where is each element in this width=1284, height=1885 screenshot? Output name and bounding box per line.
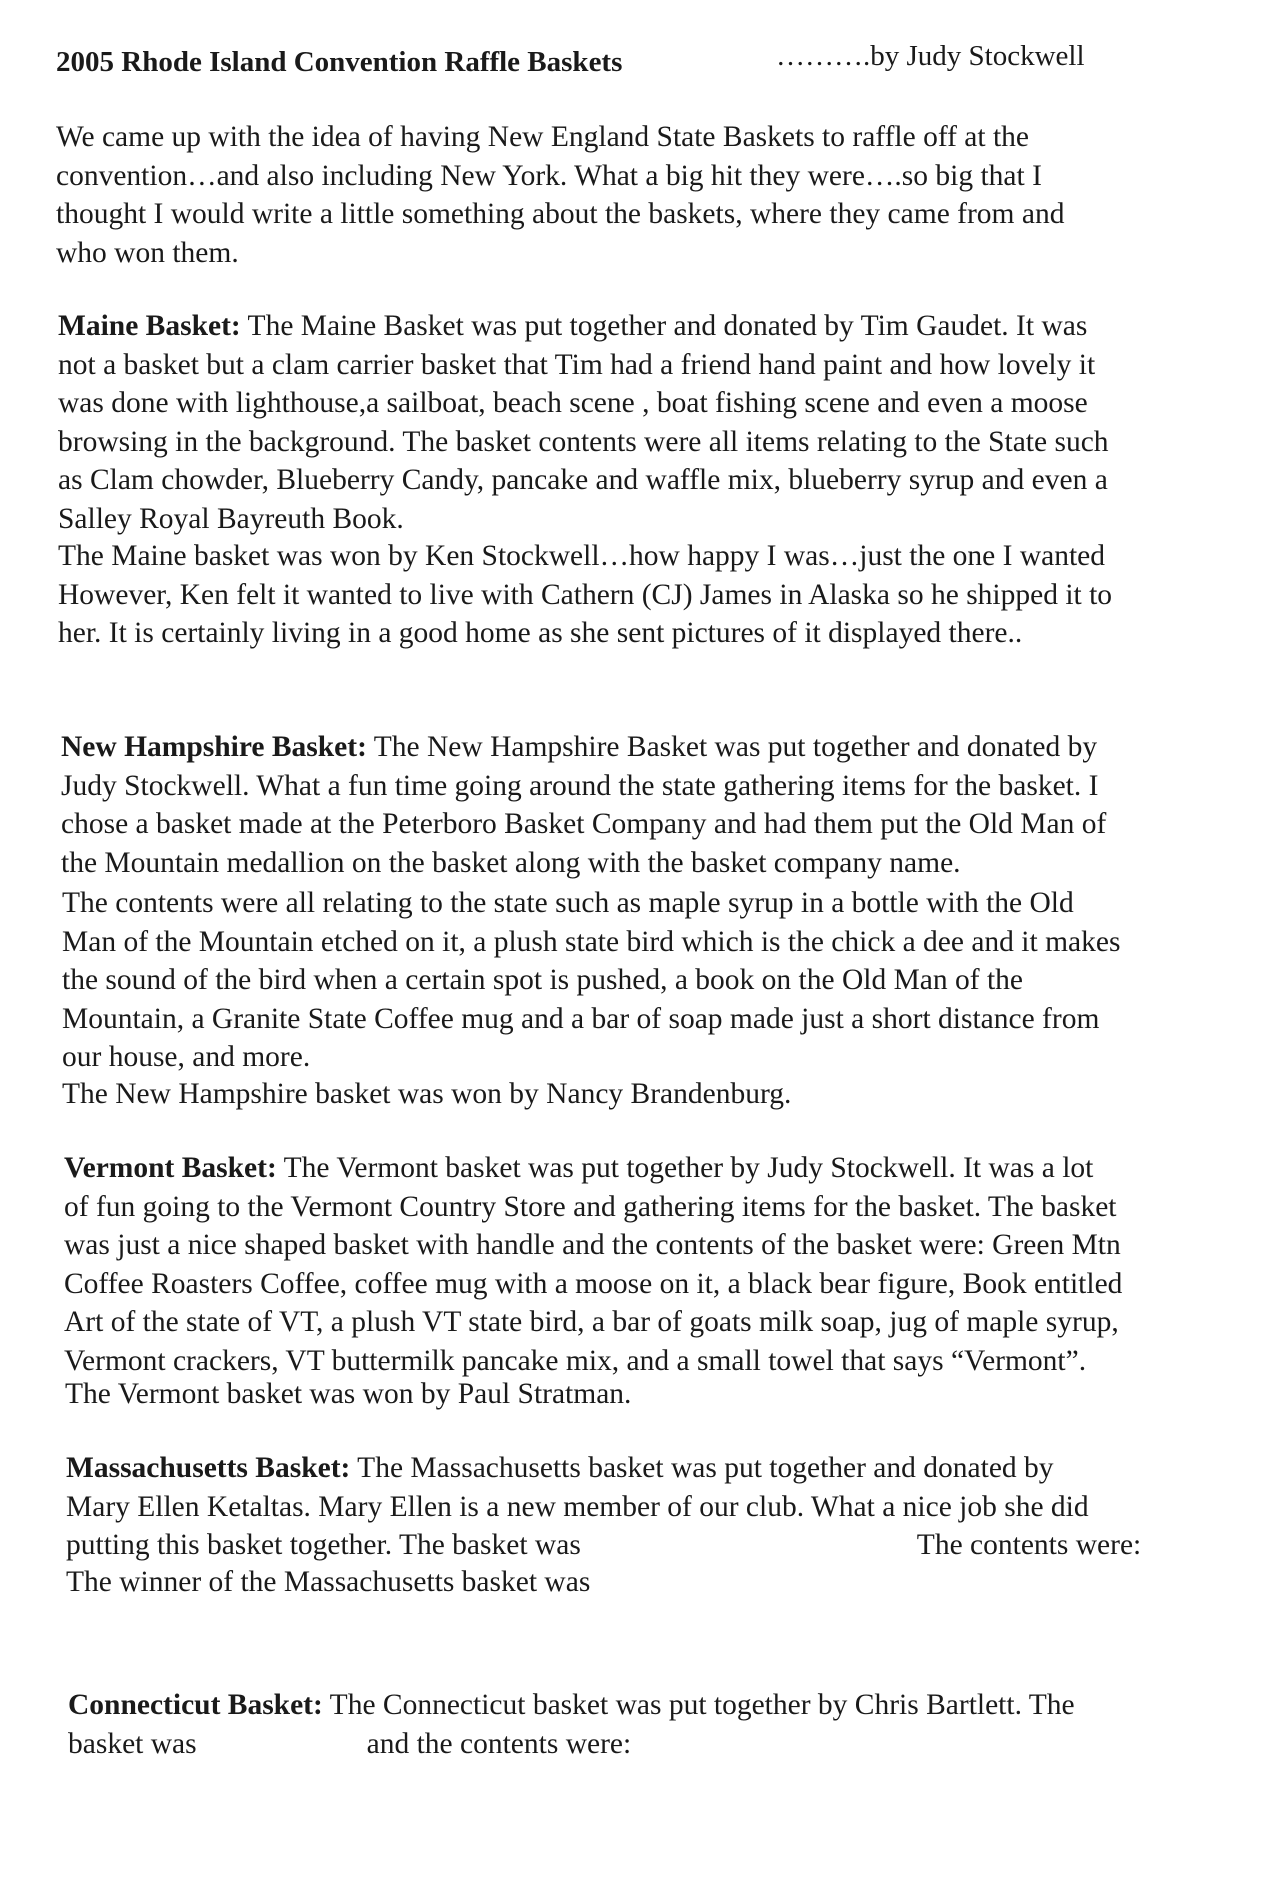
vermont-basket-section [64, 1149, 1254, 1381]
intro-line: who won them. [56, 236, 239, 269]
ma-basket-was-text: putting this basket together. The basket was [66, 1529, 581, 1562]
nh-line: chose a basket made at the Peterboro Basket Company and had them put the Old Man of [61, 808, 1107, 841]
document-title: 2005 Rhode Island Convention Raffle Baskets [56, 46, 623, 78]
nh-contents-line: Man of the Mountain etched on it, a plush state bird which is the chick a dee and it makes [62, 925, 1121, 958]
author-byline: ……….by Judy Stockwell [776, 40, 1085, 72]
nh-contents-line: the sound of the bird when a certain spot is pushed, a book on the Old Man of the [62, 964, 1024, 997]
massachusetts-basket-section [66, 1449, 1256, 1565]
document-header [56, 40, 1236, 90]
nh-contents-line: our house, and more. [62, 1041, 311, 1074]
intro-line: convention…and also including New York. What a big hit they were….so big that I [56, 159, 1042, 192]
nh-line: Judy Stockwell. What a fun time going around the state gathering items for the basket. I [61, 769, 1099, 802]
maine-basket-section [58, 307, 1248, 539]
ma-line [66, 1526, 1256, 1565]
intro-line: thought I would write a little something about the baskets, where they came from and [56, 198, 1065, 231]
ct-contents-text: and the contents were: [366, 1727, 632, 1760]
vt-line: of fun going to the Vermont Country Store and gathering items for the basket. The basket [64, 1190, 1117, 1223]
nh-contents-line: The contents were all relating to the state such as maple syrup in a bottle with the Old [62, 887, 1074, 919]
nh-contents-paragraph [62, 884, 1252, 1077]
vt-first-line [64, 1149, 1254, 1188]
vt-line: Vermont crackers, VT buttermilk pancake mix, and a small towel that says “Vermont”. [64, 1344, 1087, 1377]
ma-line: Mary Ellen Ketaltas. Mary Ellen is a new member of our club. What a nice job she did [66, 1490, 1089, 1523]
maine-winner-line: The Maine basket was won by Ken Stockwell…how happy I was…just the one I wanted [58, 540, 1106, 572]
maine-intro-text: The Maine Basket was put together and donated by Tim Gaudet. It was [240, 310, 1088, 342]
new-hampshire-basket-heading: New Hampshire Basket: [61, 731, 367, 763]
maine-line: Salley Royal Bayreuth Book. [58, 502, 404, 535]
ct-line [68, 1725, 1258, 1764]
ma-winner-paragraph [66, 1563, 1256, 1602]
maine-basket-heading: Maine Basket: [58, 310, 241, 342]
intro-paragraph [56, 118, 1236, 272]
vt-line: Coffee Roasters Coffee, coffee mug with a moose on it, a black bear figure, Book entitled [64, 1267, 1123, 1300]
intro-line: We came up with the idea of having New England State Baskets to raffle off at the [56, 121, 1030, 153]
vt-winner-paragraph [65, 1375, 1255, 1414]
new-hampshire-basket-section [61, 728, 1251, 882]
maine-winner-line: However, Ken felt it wanted to live with Cathern (CJ) James in Alaska so he shipped it to [58, 578, 1113, 611]
maine-winner-paragraph [58, 537, 1248, 653]
vermont-basket-heading: Vermont Basket: [64, 1152, 277, 1184]
ma-intro-text: The Massachusetts basket was put together and donated by [350, 1452, 1054, 1484]
nh-contents-line: Mountain, a Granite State Coffee mug and a bar of soap made just a short distance from [62, 1002, 1100, 1035]
vt-line: was just a nice shaped basket with handle and the contents of the basket were: Green Mtn [64, 1229, 1121, 1262]
ma-contents-text: The contents were: [916, 1529, 1142, 1562]
vt-intro-text: The Vermont basket was put together by Judy Stockwell. It was a lot [276, 1152, 1094, 1184]
ct-basket-was-text: basket was [68, 1727, 197, 1760]
maine-line: as Clam chowder, Blueberry Candy, pancake and waffle mix, blueberry syrup and even a [58, 464, 1108, 497]
ct-first-line [68, 1686, 1258, 1725]
connecticut-basket-section [68, 1686, 1258, 1763]
nh-intro-text: The New Hampshire Basket was put together and donated by [366, 731, 1098, 763]
maine-line: was done with lighthouse,a sailboat, beach scene , boat fishing scene and even a moose [58, 387, 1088, 420]
nh-first-line [61, 728, 1251, 767]
maine-winner-line: her. It is certainly living in a good home as she sent pictures of it displayed there.. [58, 617, 1023, 650]
maine-first-line [58, 307, 1248, 346]
ma-winner-line: The winner of the Massachusetts basket was [66, 1566, 591, 1598]
massachusetts-basket-heading: Massachusetts Basket: [66, 1452, 351, 1484]
nh-winner-paragraph [62, 1075, 1252, 1114]
ct-intro-text: The Connecticut basket was put together by Chris Bartlett. The [322, 1689, 1075, 1721]
nh-line: the Mountain medallion on the basket along with the basket company name. [61, 846, 961, 879]
maine-line: not a basket but a clam carrier basket that Tim had a friend hand paint and how lovely it [58, 348, 1096, 381]
vt-winner-line: The Vermont basket was won by Paul Stratman. [65, 1378, 632, 1410]
maine-line: browsing in the background. The basket contents were all items relating to the State such [58, 425, 1109, 458]
connecticut-basket-heading: Connecticut Basket: [68, 1689, 323, 1721]
vt-line: Art of the state of VT, a plush VT state bird, a bar of goats milk soap, jug of maple syrup, [64, 1306, 1119, 1339]
ma-first-line [66, 1449, 1256, 1488]
nh-winner-line: The New Hampshire basket was won by Nancy Brandenburg. [62, 1078, 792, 1110]
